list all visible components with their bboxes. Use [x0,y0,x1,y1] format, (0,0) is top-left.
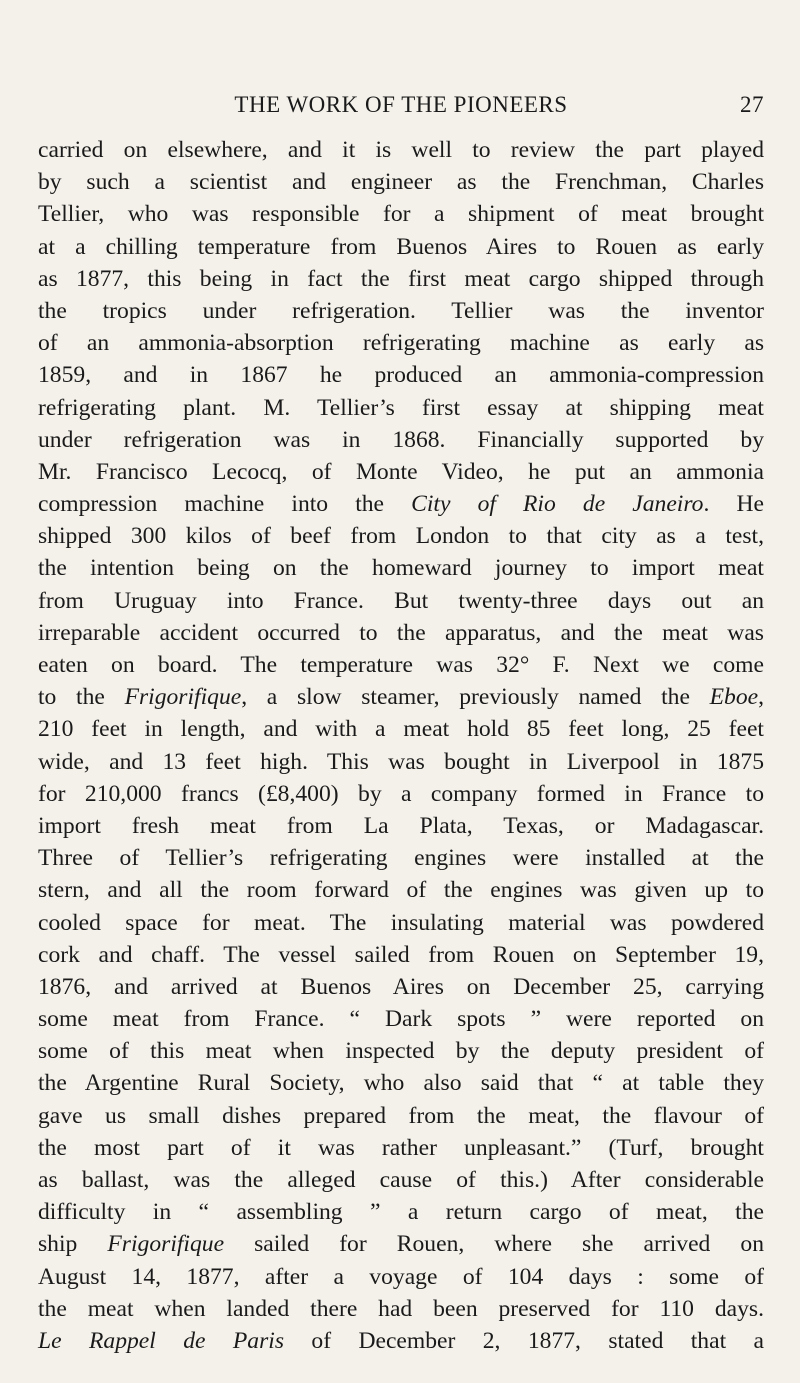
text-run: shipped 300 kilos of beef from London to that city as a test, [38,523,764,550]
text-run: , [758,684,764,711]
italic-title: Le Rappel de Paris [38,1327,284,1354]
text-run: , a slow steamer, previously named the [241,684,710,711]
text-run: difficulty in “ assembling ” a return cargo of meat, the [38,1199,764,1226]
text-run: 1876, and arrived at Buenos Aires on December 25, carrying [38,973,764,1000]
text-run: the meat when landed there had been preserved for 110 days. [38,1295,764,1322]
text-run: cooled space for meat. The insulating material was powdered [38,909,764,936]
text-line [38,1035,764,1067]
text-line [38,392,764,424]
text-line [38,681,764,713]
text-run: Mr. Francisco Lecocq, of Monte Video, he put an ammonia [38,458,764,485]
text-line [38,1325,764,1357]
text-run: 1859, and in 1867 he produced an ammonia-compression [38,362,764,389]
text-line [38,810,764,842]
running-head [38,92,764,122]
text-run: from Uruguay into France. But twenty-three days out an [38,587,764,614]
text-run: for 210,000 francs (£8,400) by a company formed in France to [38,780,764,807]
page-number: 27 [740,92,764,117]
text-line [38,1228,764,1260]
text-run: wide, and 13 feet high. This was bought in Liverpool in 1875 [38,748,764,775]
text-run: ship [38,1231,108,1258]
text-run: . He [703,491,764,518]
text-line [38,198,764,230]
text-run: some of this meat when inspected by the deputy president of [38,1038,764,1065]
text-line [38,520,764,552]
text-line [38,971,764,1003]
text-line [38,617,764,649]
text-run: cork and chaff. The vessel sailed from Rouen on September 19, [38,941,764,968]
text-line [38,295,764,327]
text-line [38,842,764,874]
text-line [38,1132,764,1164]
text-line [38,424,764,456]
text-line [38,134,764,166]
text-run: sailed for Rouen, where she arrived on [224,1231,764,1258]
text-run: to the [38,684,125,711]
text-line [38,939,764,971]
text-run: August 14, 1877, after a voyage of 104 days : some of [38,1263,764,1290]
italic-title: City of Rio de Janeiro [411,491,704,518]
text-run: compression machine into the [38,491,412,518]
text-run: as 1877, this being in fact the first meat cargo shipped through [38,265,764,292]
text-line [38,585,764,617]
text-line [38,231,764,263]
text-line [38,1164,764,1196]
text-run: at a chilling temperature from Buenos Aires to Rouen as early [38,233,764,260]
text-line [38,649,764,681]
text-line [38,778,764,810]
text-line [38,166,764,198]
text-run: gave us small dishes prepared from the meat, the flavour of [38,1102,764,1129]
italic-title: Frigorifique [124,684,242,711]
text-line [38,746,764,778]
text-run: under refrigeration was in 1868. Financially supported by [38,426,764,453]
text-line [38,1067,764,1099]
text-line [38,1261,764,1293]
text-run: refrigerating plant. M. Tellier’s first essay at shipping meat [38,394,764,421]
text-run: stern, and all the room forward of the engines was given up to [38,877,764,904]
text-run: eaten on board. The temperature was 32° F. Next we come [38,652,764,678]
italic-title: Frigorifique [107,1231,225,1258]
text-run: of December 2, 1877, stated that a [284,1327,764,1354]
text-run: carried on elsewhere, and it is well to review the part played [38,137,764,163]
text-line [38,874,764,906]
text-run: Three of Tellier’s refrigerating engines were installed at the [38,845,764,872]
body-paragraph [38,134,764,1357]
text-run: of an ammonia-absorption refrigerating machine as early as [38,330,764,357]
text-run: Tellier, who was responsible for a shipment of meat brought [38,201,764,228]
text-line [38,327,764,359]
text-run: the Argentine Rural Society, who also said that “ at table they [38,1070,764,1097]
text-line [38,359,764,391]
italic-title: Eboe [709,684,759,711]
text-run: some meat from France. “ Dark spots ” were reported on [38,1006,764,1033]
text-line [38,907,764,939]
text-run: 210 feet in length, and with a meat hold 85 feet long, 25 feet [38,716,764,743]
text-line [38,488,764,520]
text-line [38,1293,764,1325]
text-run: import fresh meat from La Plata, Texas, or Madagascar. [38,812,764,839]
text-line [38,1003,764,1035]
text-line [38,1100,764,1132]
book-page [38,0,764,1383]
text-line [38,456,764,488]
text-line [38,1196,764,1228]
text-run: the most part of it was rather unpleasant.” (Turf, brought [38,1134,764,1161]
text-line [38,713,764,745]
text-run: the intention being on the homeward journey to import meat [38,555,764,582]
text-run: the tropics under refrigeration. Tellier was the inventor [38,297,764,324]
text-line [38,552,764,584]
text-run: by such a scientist and engineer as the Frenchman, Charles [38,169,764,196]
text-run: irreparable accident occurred to the apparatus, and the meat was [38,619,764,646]
text-line [38,263,764,295]
text-run: as ballast, was the alleged cause of this.) After considerable [38,1167,764,1193]
running-title: THE WORK OF THE PIONEERS [234,92,568,117]
